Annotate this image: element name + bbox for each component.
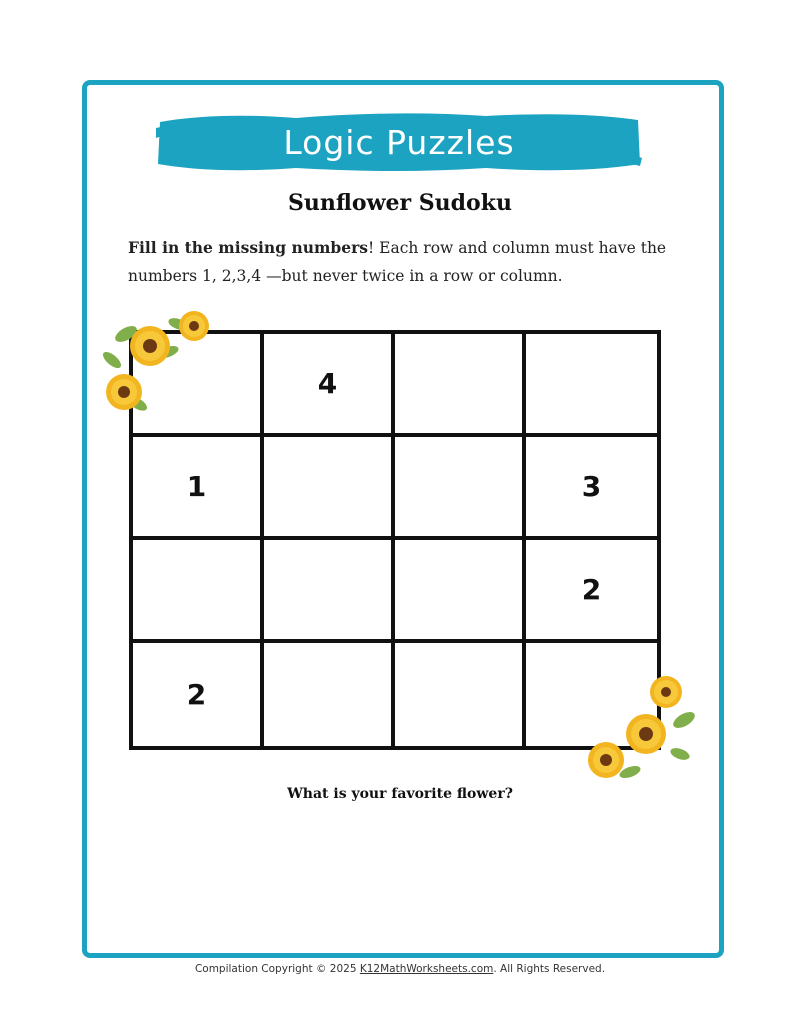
instructions-text: ! Each row and column must have the numbers 1, 2,3,4 —but never twice in a row or column. — [128, 239, 667, 285]
footer-suffix: . All Rights Reserved. — [493, 963, 606, 975]
title-banner — [156, 108, 642, 176]
grid-cell[interactable]: 2 — [133, 643, 264, 746]
footer-link[interactable]: K12MathWorksheets.com — [359, 963, 494, 975]
grid-cell[interactable] — [395, 540, 526, 643]
grid-cell[interactable]: 1 — [133, 437, 264, 540]
puzzle-title: Sunflower Sudoku — [288, 190, 512, 216]
instructions-bold: Fill in the missing numbers — [128, 238, 368, 257]
grid-cell[interactable] — [395, 437, 526, 540]
sunflower-icon — [584, 670, 702, 786]
grid-cell[interactable] — [133, 540, 264, 643]
copyright-footer — [0, 963, 800, 975]
grid-cell[interactable] — [264, 643, 395, 746]
grid-cell[interactable]: 2 — [526, 540, 657, 643]
grid-cell[interactable]: 4 — [264, 334, 395, 437]
grid-cell[interactable] — [395, 643, 526, 746]
sunflower-cluster-top-left — [98, 306, 218, 416]
grid-cell[interactable]: 3 — [526, 437, 657, 540]
favorite-flower-question: What is your favorite flower? — [287, 786, 513, 802]
grid-cell[interactable] — [264, 540, 395, 643]
sunflower-icon — [98, 306, 218, 416]
footer-prefix: Compilation Copyright © 2025 — [194, 963, 360, 975]
grid-cell[interactable] — [526, 334, 657, 437]
banner-title: Logic Puzzles — [283, 122, 515, 162]
instructions — [128, 234, 688, 290]
grid-cell[interactable] — [395, 334, 526, 437]
sunflower-cluster-bottom-right — [584, 670, 702, 786]
grid-cell[interactable] — [264, 437, 395, 540]
